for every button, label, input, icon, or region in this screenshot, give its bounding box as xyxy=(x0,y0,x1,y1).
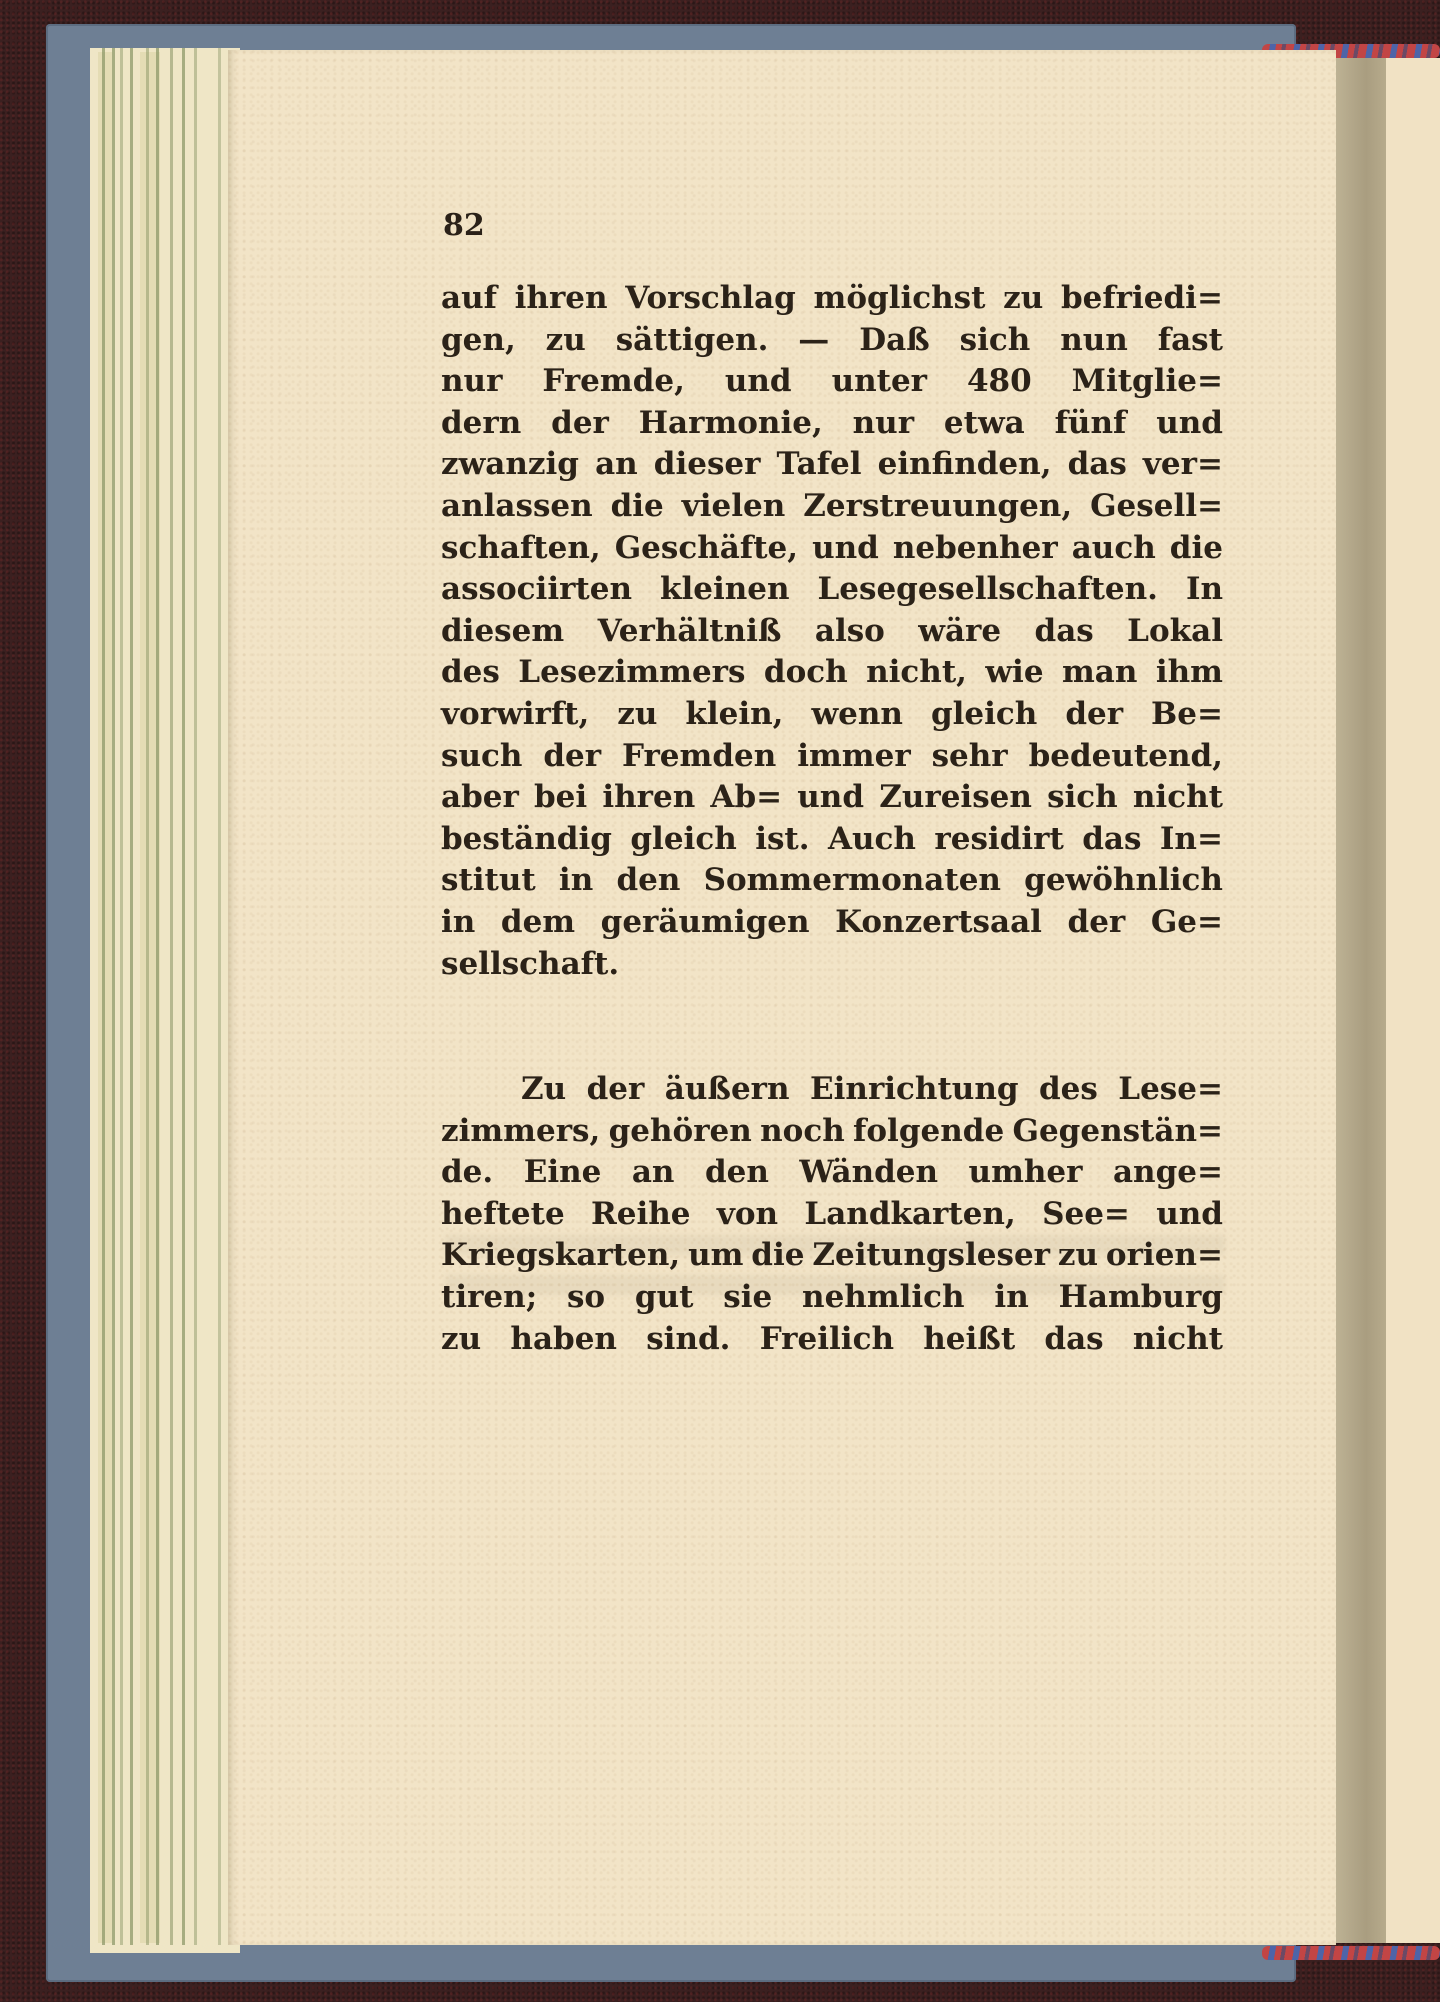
word: gleich xyxy=(630,820,737,857)
word: Einrichtung xyxy=(810,1071,1019,1108)
word: vielen xyxy=(681,487,786,524)
word: und xyxy=(1156,404,1223,441)
word: das xyxy=(1034,612,1094,649)
headband-bottom xyxy=(1262,1946,1440,1960)
text-line xyxy=(441,569,1223,611)
word: Mitglie= xyxy=(1071,363,1223,400)
word: nehmlich xyxy=(802,1279,965,1316)
word: Zureisen xyxy=(879,779,1032,816)
text-line xyxy=(441,403,1223,445)
word: tiren; xyxy=(441,1279,538,1316)
word: äußern xyxy=(664,1071,790,1108)
word: und xyxy=(797,779,865,816)
text-line xyxy=(441,736,1223,778)
word: Eine xyxy=(523,1154,602,1191)
text-line xyxy=(441,528,1223,570)
word: möglichst xyxy=(813,280,986,316)
word: nur xyxy=(441,363,503,400)
word: bei xyxy=(533,779,588,816)
text-line xyxy=(441,694,1223,736)
word: an xyxy=(595,446,638,483)
text-line xyxy=(441,652,1223,694)
word: und xyxy=(1156,1195,1223,1232)
word: umher xyxy=(968,1154,1083,1191)
word: und xyxy=(812,529,879,566)
word: immer xyxy=(797,737,911,774)
word: sich xyxy=(1047,779,1118,816)
word: sich xyxy=(959,321,1031,358)
word: den xyxy=(616,862,681,899)
text-line xyxy=(441,320,1223,362)
word: Zeitungsleser xyxy=(812,1237,1051,1274)
word: sehr xyxy=(931,737,1008,774)
text-line xyxy=(441,1235,1223,1277)
word: in xyxy=(994,1279,1029,1316)
word: sie xyxy=(723,1279,773,1316)
word: so xyxy=(566,1279,606,1316)
word: also xyxy=(814,612,885,649)
word: Zu xyxy=(521,1071,567,1108)
word: Lese= xyxy=(1118,1071,1223,1108)
word: such xyxy=(441,737,523,774)
word: Freilich xyxy=(759,1320,894,1357)
word: ihren xyxy=(514,280,608,316)
text-line xyxy=(441,1152,1223,1194)
page-stack xyxy=(90,48,240,1953)
word: und xyxy=(724,363,792,400)
word: des xyxy=(1038,1071,1098,1108)
word: befriedi= xyxy=(1060,280,1223,316)
word: Verhältniß xyxy=(597,612,782,649)
word: das xyxy=(1044,1320,1104,1357)
word: nebenher xyxy=(892,529,1058,566)
word: Wänden xyxy=(799,1154,939,1191)
book-gutter xyxy=(1336,58,1386,1943)
text-line xyxy=(441,1111,1223,1153)
word: Zerstreuungen, xyxy=(803,487,1073,524)
word: an xyxy=(631,1154,675,1191)
word: der xyxy=(551,404,609,441)
word: das xyxy=(1082,820,1142,857)
word: Auch xyxy=(827,820,916,857)
word: nur xyxy=(852,404,915,441)
word: man xyxy=(1061,654,1138,691)
word: folgende xyxy=(853,1112,1005,1149)
word: stitut xyxy=(441,862,536,899)
word: Konzertsaal xyxy=(835,903,1042,940)
text-line xyxy=(441,1194,1223,1236)
word: in xyxy=(558,862,594,899)
word: wäre xyxy=(918,612,1002,649)
word: nicht, xyxy=(866,654,967,691)
word: sättigen. xyxy=(615,321,769,358)
word: auf xyxy=(441,280,497,316)
text-line xyxy=(441,944,1223,986)
text-line xyxy=(441,902,1223,944)
word: gewöhnlich xyxy=(1024,862,1223,899)
word: haben xyxy=(510,1320,617,1357)
word: noch xyxy=(760,1112,845,1149)
word: ver= xyxy=(1142,446,1223,483)
text-line xyxy=(441,860,1223,902)
word: de. xyxy=(441,1154,494,1191)
word: anlassen xyxy=(441,487,593,524)
word: dieser xyxy=(653,446,761,483)
body-text xyxy=(441,278,1223,1360)
word: Gegenstän= xyxy=(1012,1112,1223,1149)
word: heftete xyxy=(441,1195,565,1232)
word: schaften, xyxy=(441,529,601,566)
text-line xyxy=(441,1319,1223,1361)
word: etwa xyxy=(943,404,1025,441)
word: heißt xyxy=(923,1320,1016,1357)
word: Lokal xyxy=(1127,612,1223,649)
word: auch xyxy=(1071,529,1156,566)
word: nun xyxy=(1060,321,1128,358)
word: Hamburg xyxy=(1058,1279,1223,1316)
word: orien= xyxy=(1105,1237,1223,1274)
word: Lesezimmers xyxy=(518,654,746,691)
word: ange= xyxy=(1112,1154,1223,1191)
word: von xyxy=(716,1195,779,1232)
word: Lesegesellschaften. xyxy=(817,571,1158,608)
word: Be= xyxy=(1151,695,1223,732)
word: zu xyxy=(545,321,586,358)
word: doch xyxy=(763,654,848,691)
word: nicht xyxy=(1132,779,1223,816)
word: bedeutend, xyxy=(1028,737,1223,774)
word: das xyxy=(1067,446,1127,483)
word: fast xyxy=(1157,321,1223,358)
word: klein, xyxy=(685,695,784,732)
word: ihm xyxy=(1155,654,1223,691)
word: der xyxy=(1065,695,1124,732)
word: geräumigen xyxy=(600,903,810,940)
word: In xyxy=(1185,571,1223,608)
text-line xyxy=(441,1277,1223,1319)
word: der xyxy=(1067,903,1126,940)
word: Landkarten, xyxy=(804,1195,1016,1232)
word: — xyxy=(798,321,830,358)
word: See= xyxy=(1042,1195,1130,1232)
word: Geschäfte, xyxy=(614,529,799,566)
word: zwanzig xyxy=(441,446,579,483)
word: die xyxy=(610,487,664,524)
word: zu xyxy=(441,1320,482,1357)
word: fünf xyxy=(1054,404,1127,441)
word: vorwirft, xyxy=(441,695,590,732)
word: zu xyxy=(617,695,658,732)
word: zu xyxy=(1003,280,1044,316)
word: der xyxy=(543,737,602,774)
text-line xyxy=(441,777,1223,819)
word: In= xyxy=(1159,820,1223,857)
word: wenn xyxy=(811,695,903,732)
word: sellschaft. xyxy=(441,945,620,982)
word: Ab= xyxy=(710,779,783,816)
word: Daß xyxy=(859,321,930,358)
word: Vorschlag xyxy=(625,280,796,316)
word: den xyxy=(704,1154,769,1191)
word: dern xyxy=(441,404,522,441)
word: ihren xyxy=(602,779,696,816)
text-line xyxy=(441,611,1223,653)
text-line xyxy=(441,819,1223,861)
word: Sommermonaten xyxy=(703,862,1001,899)
word: zu xyxy=(1057,1237,1099,1274)
paragraph-gap xyxy=(441,985,1223,1069)
word: des xyxy=(441,654,500,691)
word: Fremde, xyxy=(542,363,685,400)
word: einfinden, xyxy=(877,446,1052,483)
word: gleich xyxy=(930,695,1038,732)
facing-page xyxy=(1386,58,1440,1943)
text-line xyxy=(441,486,1223,528)
word: Tafel xyxy=(776,446,862,483)
word: die xyxy=(751,1237,805,1274)
word: um xyxy=(688,1237,744,1274)
word: residirt xyxy=(934,820,1064,857)
word: Gesell= xyxy=(1090,487,1223,524)
word: nicht xyxy=(1132,1320,1223,1357)
word: dem xyxy=(500,903,576,940)
word: aber xyxy=(441,779,519,816)
word: der xyxy=(586,1071,645,1108)
word: sind. xyxy=(646,1320,731,1357)
word: Harmonie, xyxy=(638,404,823,441)
word: in xyxy=(441,903,476,940)
word: zimmers, xyxy=(441,1112,601,1149)
word: associirten xyxy=(441,571,633,608)
text-line xyxy=(441,1069,1223,1111)
word: unter xyxy=(831,363,928,400)
word: Ge= xyxy=(1150,903,1223,940)
word: gut xyxy=(634,1279,694,1316)
word: Reihe xyxy=(591,1195,691,1232)
word: ist. xyxy=(755,820,810,857)
word: Kriegskarten, xyxy=(441,1237,681,1274)
word: 480 xyxy=(966,363,1032,400)
text-line xyxy=(441,444,1223,486)
word: gehören xyxy=(608,1112,752,1149)
word: diesem xyxy=(441,612,565,649)
text-line xyxy=(441,361,1223,403)
word: Fremden xyxy=(622,737,777,774)
word: beständig xyxy=(441,820,612,857)
text-line xyxy=(441,278,1223,320)
word: gen, xyxy=(441,321,516,358)
word: die xyxy=(1169,529,1223,566)
word: wie xyxy=(985,654,1044,691)
page-number: 82 xyxy=(443,208,485,243)
word: kleinen xyxy=(659,571,790,608)
